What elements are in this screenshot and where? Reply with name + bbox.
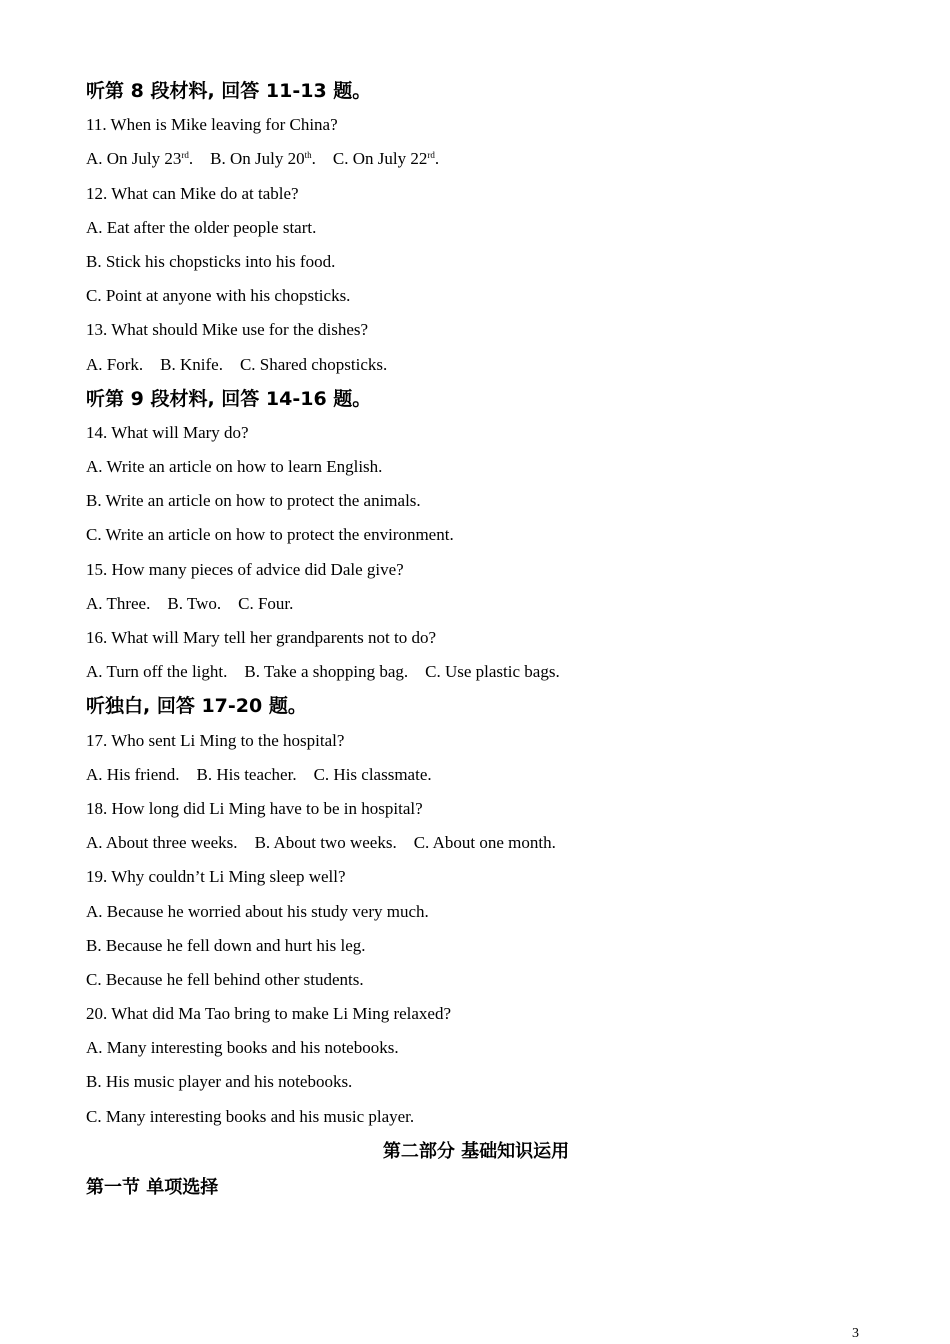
question-text: 14. What will Mary do? — [86, 422, 249, 442]
answer-option: A. Fork. — [86, 354, 144, 374]
answer-option: C. His classmate. — [313, 764, 432, 784]
answer-option: A. Because he worried about his study very much. — [86, 901, 429, 921]
answer-option: A. Write an article on how to learn English. — [86, 457, 383, 477]
exam-content — [86, 74, 866, 1206]
page-number: 3 — [852, 1326, 859, 1341]
answer-options-row — [86, 587, 866, 621]
question-text: 12. What can Mike do at table? — [86, 183, 299, 203]
answer-option: B. Knife. — [160, 354, 223, 374]
answer-option: B. Stick his chopsticks into his food. — [86, 251, 336, 271]
answer-option: B. Two. — [167, 593, 222, 613]
section-heading: 听第 9 段材料, 回答 14-16 题。 — [86, 387, 372, 410]
answer-option: A. His friend. — [86, 764, 180, 784]
answer-option: C. Shared chopsticks. — [239, 354, 388, 374]
answer-option: B. His teacher. — [196, 764, 297, 784]
option-period: . — [311, 149, 316, 169]
answer-options-row — [86, 655, 866, 689]
answer-option: C. Many interesting books and his music player. — [86, 1106, 415, 1126]
question-text: 15. How many pieces of advice did Dale give? — [86, 559, 404, 579]
answer-option: A. Eat after the older people start. — [86, 217, 317, 237]
question-text: 19. Why couldn’t Li Ming sleep well? — [86, 867, 346, 887]
answer-option: C. Four. — [238, 593, 294, 613]
option-date-text: C. On July 22 — [332, 149, 428, 169]
answer-option: A. Turn off the light. — [86, 662, 228, 682]
answer-option: B. Take a shopping bag. — [244, 662, 409, 682]
section-heading: 听第 8 段材料, 回答 11-13 题。 — [86, 80, 372, 102]
answer-options-row — [86, 142, 866, 176]
answer-option: A. Many interesting books and his notebooks. — [86, 1038, 399, 1058]
question-text: 18. How long did Li Ming have to be in hospital? — [86, 798, 423, 818]
answer-option: B. About two weeks. — [254, 833, 397, 853]
section-heading: 听独白, 回答 17-20 题。 — [86, 695, 307, 718]
answer-option: C. Point at anyone with his chopsticks. — [86, 286, 351, 306]
section-title: 第一节 单项选择 — [86, 1176, 219, 1198]
question-text: 16. What will Mary tell her grandparents not to do? — [86, 628, 436, 647]
answer-option: A. Three. — [86, 593, 151, 613]
ordinal-suffix: rd — [427, 150, 435, 161]
part-title: 第二部分 基础知识运用 — [382, 1140, 570, 1162]
answer-option: C. Because he fell behind other students. — [86, 969, 364, 989]
answer-option — [210, 149, 316, 168]
answer-options-row — [86, 826, 866, 860]
question-text: 20. What did Ma Tao bring to make Li Ming relaxed? — [86, 1004, 452, 1024]
option-period: . — [434, 149, 440, 169]
answer-options-row — [86, 348, 866, 382]
option-period: . — [188, 149, 194, 169]
answer-option — [86, 149, 193, 168]
option-date-text: B. On July 20 — [210, 149, 305, 169]
question-text: 11. When is Mike leaving for China? — [86, 115, 338, 135]
answer-options-row — [86, 758, 866, 792]
ordinal-suffix: rd — [181, 150, 189, 161]
option-date-text: A. On July 23 — [86, 149, 182, 169]
answer-option: C. About one month. — [413, 833, 556, 853]
answer-option: B. Because he fell down and hurt his leg. — [86, 935, 366, 955]
answer-option: B. His music player and his notebooks. — [86, 1072, 353, 1092]
answer-option: C. Use plastic bags. — [425, 662, 560, 682]
answer-option: C. Write an article on how to protect the environment. — [86, 525, 454, 545]
answer-option — [333, 149, 439, 168]
answer-option: B. Write an article on how to protect the animals. — [86, 491, 421, 511]
question-text: 17. Who sent Li Ming to the hospital? — [86, 730, 345, 750]
question-text: 13. What should Mike use for the dishes? — [86, 320, 369, 340]
answer-option: A. About three weeks. — [86, 833, 238, 853]
ordinal-suffix: th — [304, 150, 312, 161]
